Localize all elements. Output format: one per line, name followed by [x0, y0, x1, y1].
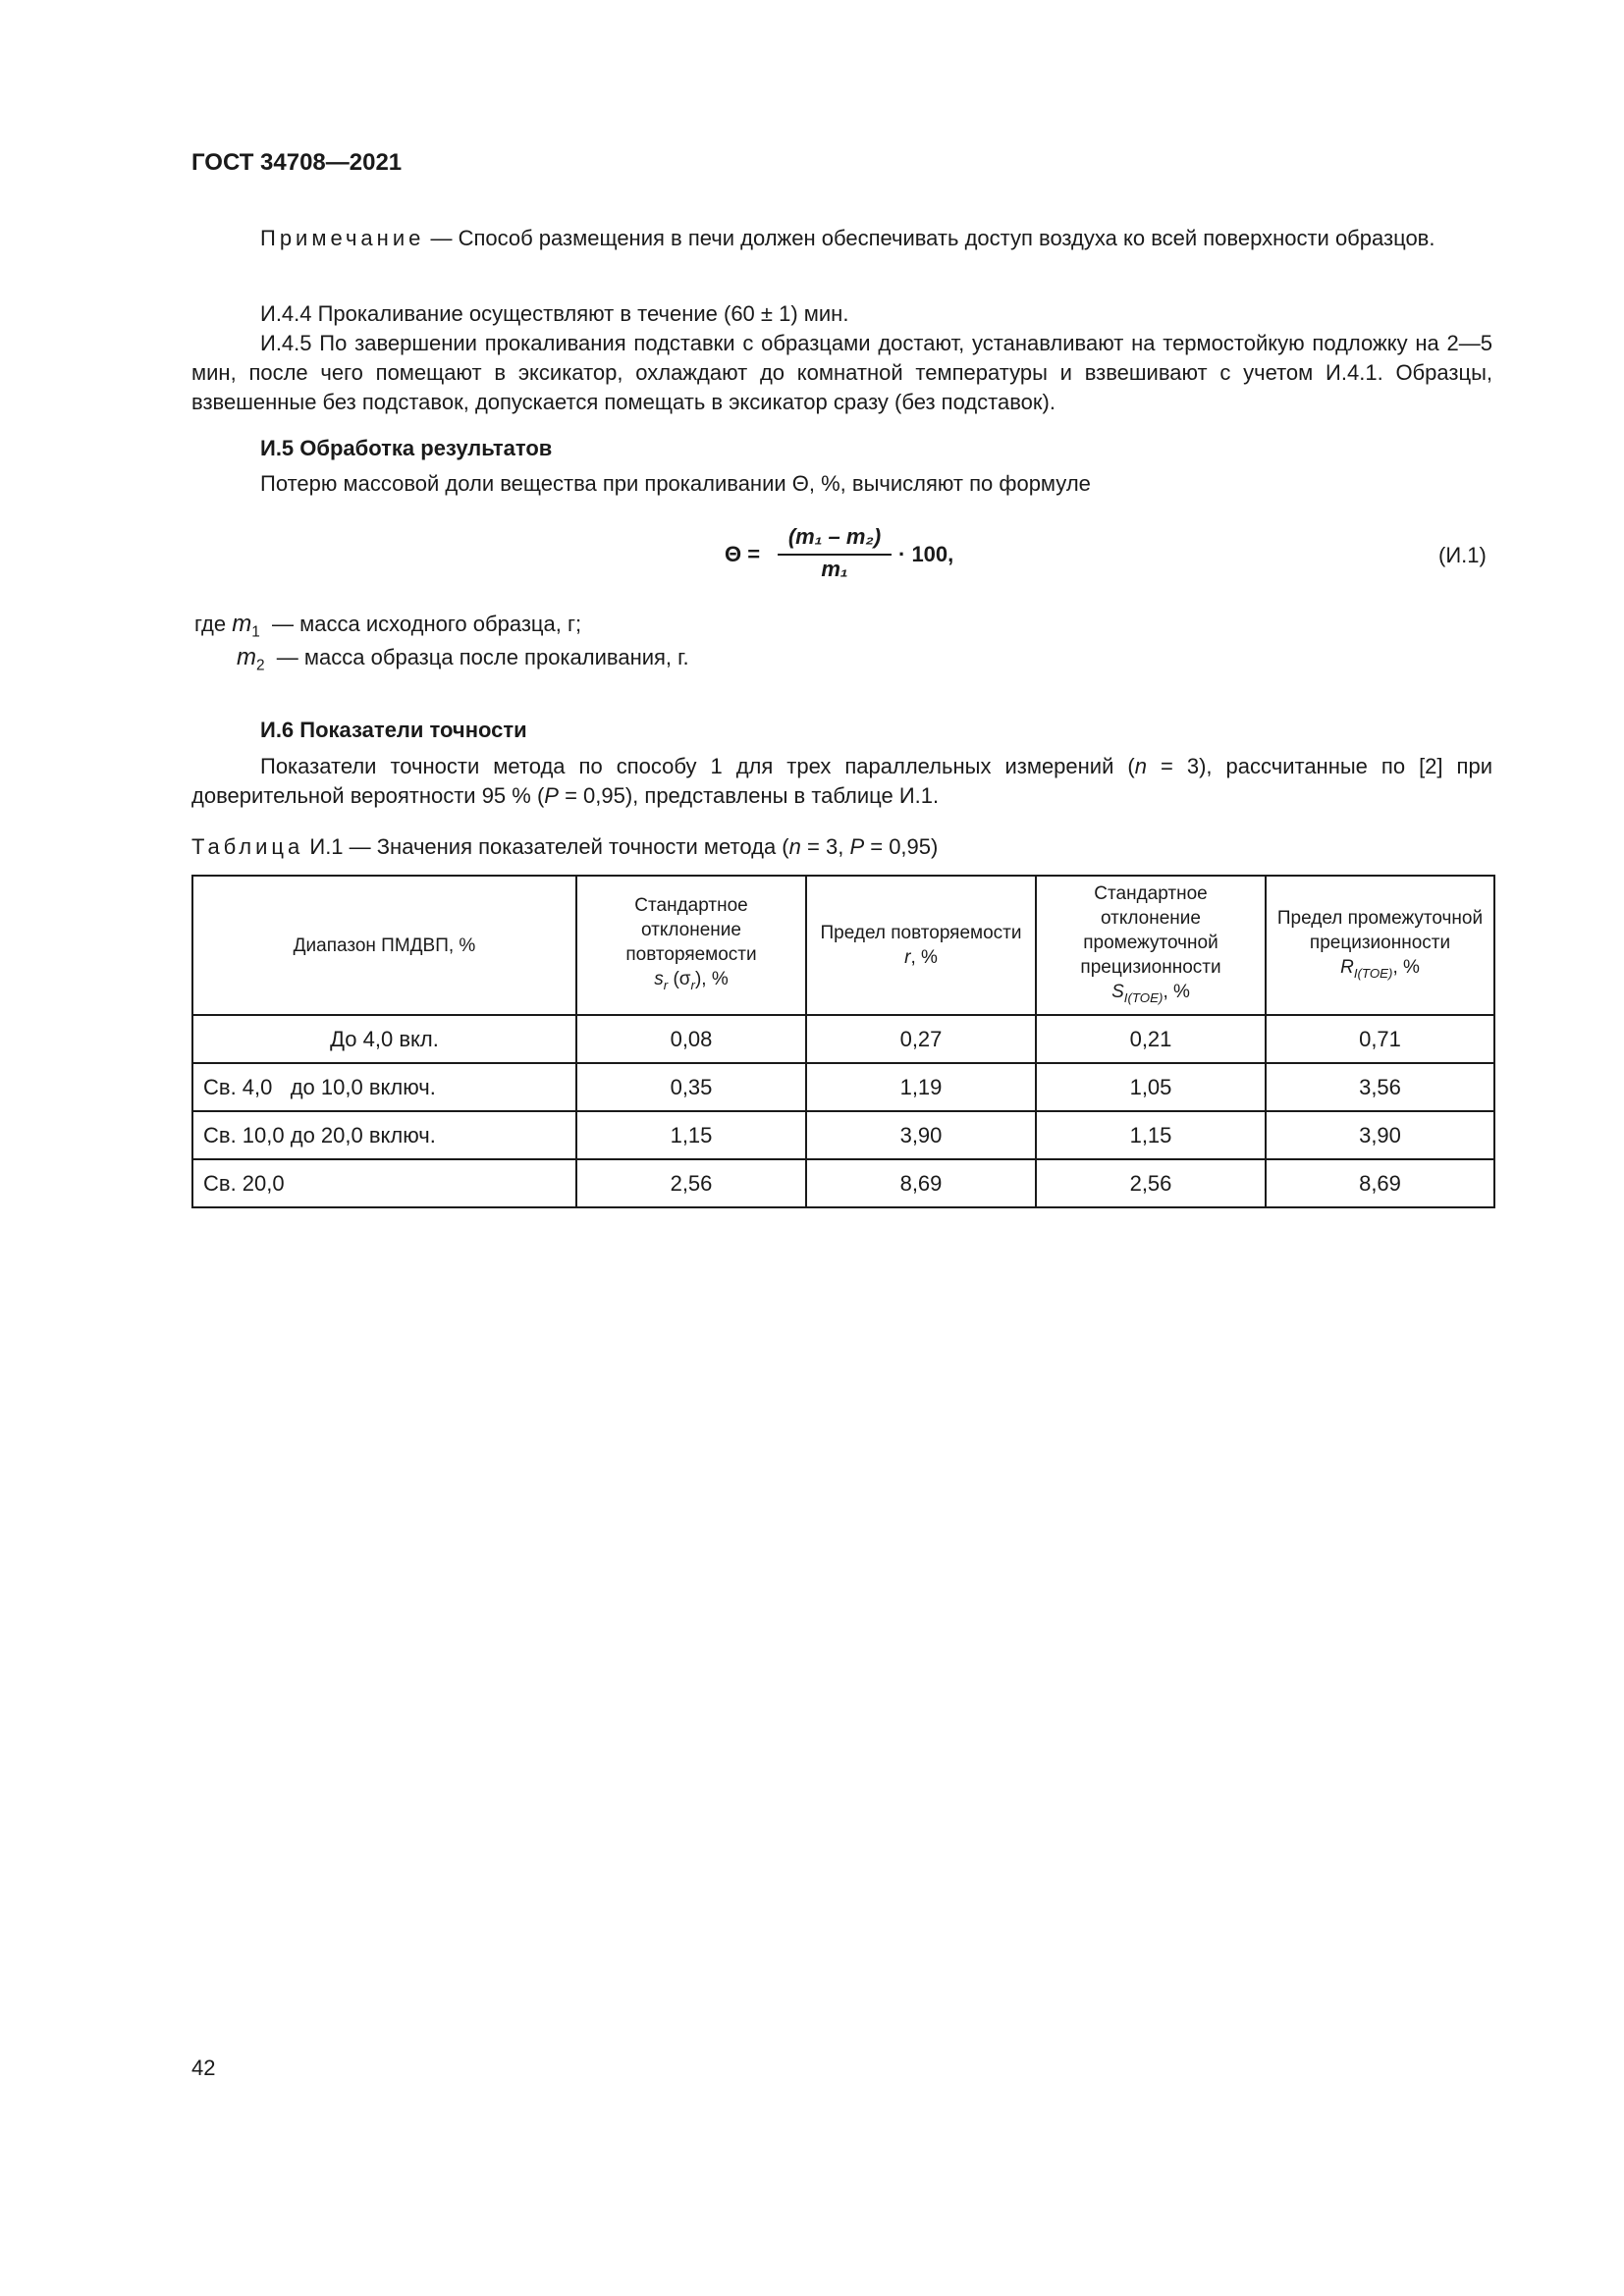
header-intermediate-sd: Стандартное отклонение промежуточной прецизионности $S_{I(TOE)}$, % — [1036, 876, 1266, 1015]
table-cell: До 4,0 вкл. — [192, 1015, 576, 1063]
fraction-line — [778, 554, 892, 556]
table-header-row — [192, 876, 1494, 1015]
table-cell: 0,71 — [1266, 1015, 1494, 1063]
table-cell: Св. 10,0 до 20,0 включ. — [192, 1111, 576, 1159]
note-paragraph — [191, 224, 1492, 253]
table-cell: 3,90 — [806, 1111, 1036, 1159]
header-repeatability-sd: Стандартное отклонение повторяемости $s_r$ $(\sigma_r)$, % — [576, 876, 806, 1015]
table-cell: 2,56 — [576, 1159, 806, 1207]
paragraph-i44: И.4.4 Прокаливание осуществляют в течение (60 ± 1) мин. — [260, 301, 849, 326]
table-cell: 0,27 — [806, 1015, 1036, 1063]
formula-numerator: (m₁ – m₂) — [787, 524, 882, 549]
table-cell: 0,35 — [576, 1063, 806, 1111]
where-line-1: где $m_1$ — масса исходного образца, г; — [194, 611, 582, 641]
table-cell: 8,69 — [1266, 1159, 1494, 1207]
table-row — [192, 1111, 1494, 1159]
table-row — [192, 1063, 1494, 1111]
formula-denominator: m₁ — [821, 557, 848, 581]
table-cell: 8,69 — [806, 1159, 1036, 1207]
header-intermediate-limit: Предел промежуточной прецизионности $R_{I(TOE)}$, % — [1266, 876, 1494, 1015]
formula-rhs: · 100, — [898, 542, 954, 566]
formula-number: (И.1) — [1438, 543, 1487, 567]
table-caption: Таблица И.1 — Значения показателей точности метода (n = 3, P = 0,95) — [191, 834, 939, 859]
header-repeatability-limit: Предел повторяемости r, % — [806, 876, 1036, 1015]
note-label: Примечание — [260, 226, 425, 250]
paragraph-i5: Потерю массовой доли вещества при прокаливании Θ, %, вычисляют по формуле — [260, 471, 1091, 496]
table-cell: 0,21 — [1036, 1015, 1266, 1063]
section-title-i6: И.6 Показатели точности — [260, 718, 527, 742]
where-line-2: $m_2$ — масса образца после прокаливания, г. — [237, 644, 689, 674]
document-header: ГОСТ 34708—2021 — [191, 149, 403, 176]
table-cell: 1,15 — [1036, 1111, 1266, 1159]
table-cell: 1,19 — [806, 1063, 1036, 1111]
table-cell: 0,08 — [576, 1015, 806, 1063]
table-cell: Св. 4,0 до 10,0 включ. — [192, 1063, 576, 1111]
section-title-i5: И.5 Обработка результатов — [260, 436, 553, 460]
formula-lhs: Θ = — [725, 542, 761, 566]
table-cell: 1,05 — [1036, 1063, 1266, 1111]
page-number: 42 — [191, 2056, 216, 2080]
paragraph-i6: Показатели точности метода по способу 1 для трех параллельных измерений (n = 3), рассчитанные по [2] при доверительной вероятности 95 % (P = 0,95), представлены в таблице И.1. — [191, 754, 1492, 808]
paragraph-i45: И.4.5 По завершении прокаливания подставки с образцами достают, устанавливают на термостойкую подложку на 2—5 мин, после чего помещают в эксикатор, охлаждают до комнатной температуры и взвешивают с учетом И.4.1. Образцы, взвешенные без подставок, допускается помещать в эксикатор сразу (без подставок). — [191, 331, 1492, 414]
table-cell: 2,56 — [1036, 1159, 1266, 1207]
note-text: — Способ размещения в печи должен обеспечивать доступ воздуха ко всей поверхности образцов. — [424, 226, 1435, 250]
table-row — [192, 1159, 1494, 1207]
table-cell: Св. 20,0 — [192, 1159, 576, 1207]
precision-table — [191, 875, 1495, 1208]
table-cell: 3,90 — [1266, 1111, 1494, 1159]
table-row — [192, 1015, 1494, 1063]
table-cell: 3,56 — [1266, 1063, 1494, 1111]
table-cell: 1,15 — [576, 1111, 806, 1159]
header-range: Диапазон ПМДВП, % — [192, 876, 576, 1015]
